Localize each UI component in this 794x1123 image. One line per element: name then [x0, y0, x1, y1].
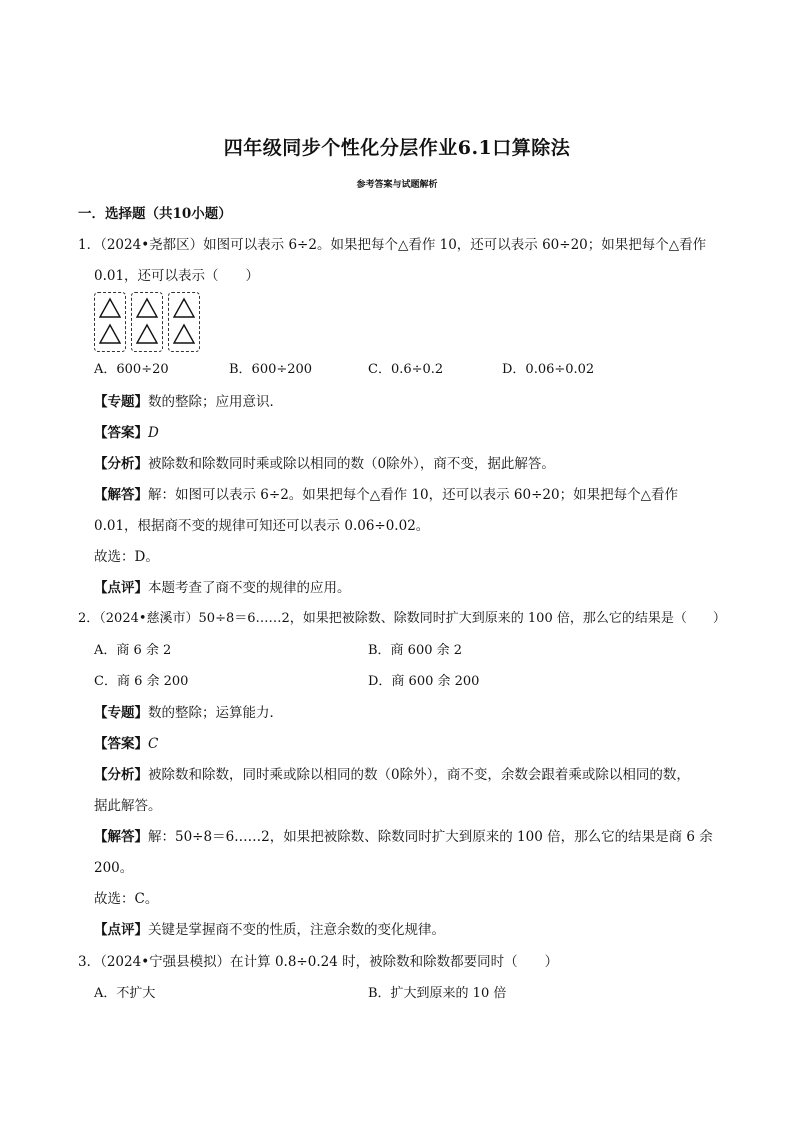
q2-analysis-line2: 据此解答。 — [94, 798, 162, 814]
topic-tag: 【专题】 — [94, 705, 148, 721]
q1-analysis — [94, 454, 555, 474]
section-heading: 一．选择题（共10小题） — [78, 206, 232, 222]
q1-solution-text: 解：如图可以表示 6÷2。如果把每个△看作 10，还可以表示 60÷20；如果把每个△看作 — [148, 487, 678, 503]
q2-comment — [94, 920, 445, 940]
triangle-card — [168, 292, 200, 352]
q2-comment-text: 关键是掌握商不变的性质，注意余数的变化规律。 — [148, 922, 445, 938]
q2-option-b: B．商 600 余 2 — [368, 643, 463, 658]
q2-topic-text: 数的整除；运算能力． — [148, 705, 283, 721]
q2-option-c: C．商 6 余 200 — [94, 674, 189, 689]
q1-option-b: B．600÷200 — [229, 362, 313, 377]
q3-option-a: A．不扩大 — [94, 986, 156, 1001]
q1-choice: 故选：D。 — [94, 549, 159, 565]
q3-option-b: B．扩大到原来的 10 倍 — [368, 986, 507, 1001]
page-title: 四年级同步个性化分层作业6.1口算除法 — [223, 137, 571, 159]
answer-tag: 【答案】 — [94, 425, 148, 441]
q1-solution-line1 — [94, 485, 678, 505]
q1-option-d: D．0.06÷0.02 — [502, 362, 595, 377]
q2-option-a: A．商 6 余 2 — [94, 643, 172, 658]
q1-analysis-text: 被除数和除数同时乘或除以相同的数（0除外），商不变，据此解答。 — [148, 456, 555, 472]
page-subtitle: 参考答案与试题解析 — [356, 180, 438, 190]
q1-answer — [94, 423, 159, 443]
q2-solution-text: 解：50÷8＝6……2，如果把被除数、除数同时扩大到原来的 100 倍，那么它的结果是商 6 余 — [148, 829, 713, 845]
q1-stem-line2: 0.01，还可以表示（ ） — [94, 268, 260, 284]
q2-option-d: D．商 600 余 200 — [368, 674, 480, 689]
q2-answer — [94, 734, 158, 754]
q2-analysis-text: 被除数和除数，同时乘或除以相同的数（0除外），商不变，余数会跟着乘或除以相同的数， — [148, 767, 690, 783]
solution-tag: 【解答】 — [94, 829, 148, 845]
q2-answer-value: C — [148, 736, 159, 752]
triangle-card — [94, 292, 126, 352]
q3-stem: 3．（2024•宁强县模拟）在计算 0.8÷0.24 时，被除数和除数都要同时（ ） — [78, 954, 559, 970]
triangle-icon — [136, 297, 158, 319]
comment-tag: 【点评】 — [94, 580, 148, 596]
q2-choice: 故选：C。 — [94, 891, 159, 907]
triangle-card — [131, 292, 163, 352]
q1-comment-text: 本题考查了商不变的规律的应用。 — [148, 580, 351, 596]
topic-tag: 【专题】 — [94, 394, 148, 410]
triangle-icon — [173, 323, 195, 345]
q2-topic — [94, 703, 283, 723]
q2-stem: 2．（2024•慈溪市）50÷8＝6……2，如果把被除数、除数同时扩大到原来的 100 倍，那么它的结果是（ ） — [78, 611, 726, 626]
triangle-icon — [99, 323, 121, 345]
q1-option-c: C．0.6÷0.2 — [368, 362, 444, 377]
q2-solution-line1 — [94, 827, 713, 847]
q1-solution-line2: 0.01，根据商不变的规律可知还可以表示 0.06÷0.02。 — [94, 518, 430, 534]
triangle-icon — [173, 297, 195, 319]
q2-solution-line2: 200。 — [94, 860, 134, 876]
q1-option-a: A．600÷20 — [94, 362, 169, 377]
analysis-tag: 【分析】 — [94, 456, 148, 472]
q1-answer-value: D — [148, 425, 159, 441]
q1-comment — [94, 578, 351, 598]
solution-tag: 【解答】 — [94, 487, 148, 503]
q1-triangle-cards-figure — [94, 292, 204, 354]
q1-topic-text: 数的整除；应用意识． — [148, 394, 283, 410]
triangle-icon — [99, 297, 121, 319]
comment-tag: 【点评】 — [94, 922, 148, 938]
q1-stem-line1: 1．（2024•尧都区）如图可以表示 6÷2。如果把每个△看作 10，还可以表示 60÷20；如果把每个△看作 — [78, 237, 707, 253]
q1-topic — [94, 392, 283, 412]
q2-analysis-line1 — [94, 765, 690, 785]
triangle-icon — [136, 323, 158, 345]
analysis-tag: 【分析】 — [94, 767, 148, 783]
answer-tag: 【答案】 — [94, 736, 148, 752]
